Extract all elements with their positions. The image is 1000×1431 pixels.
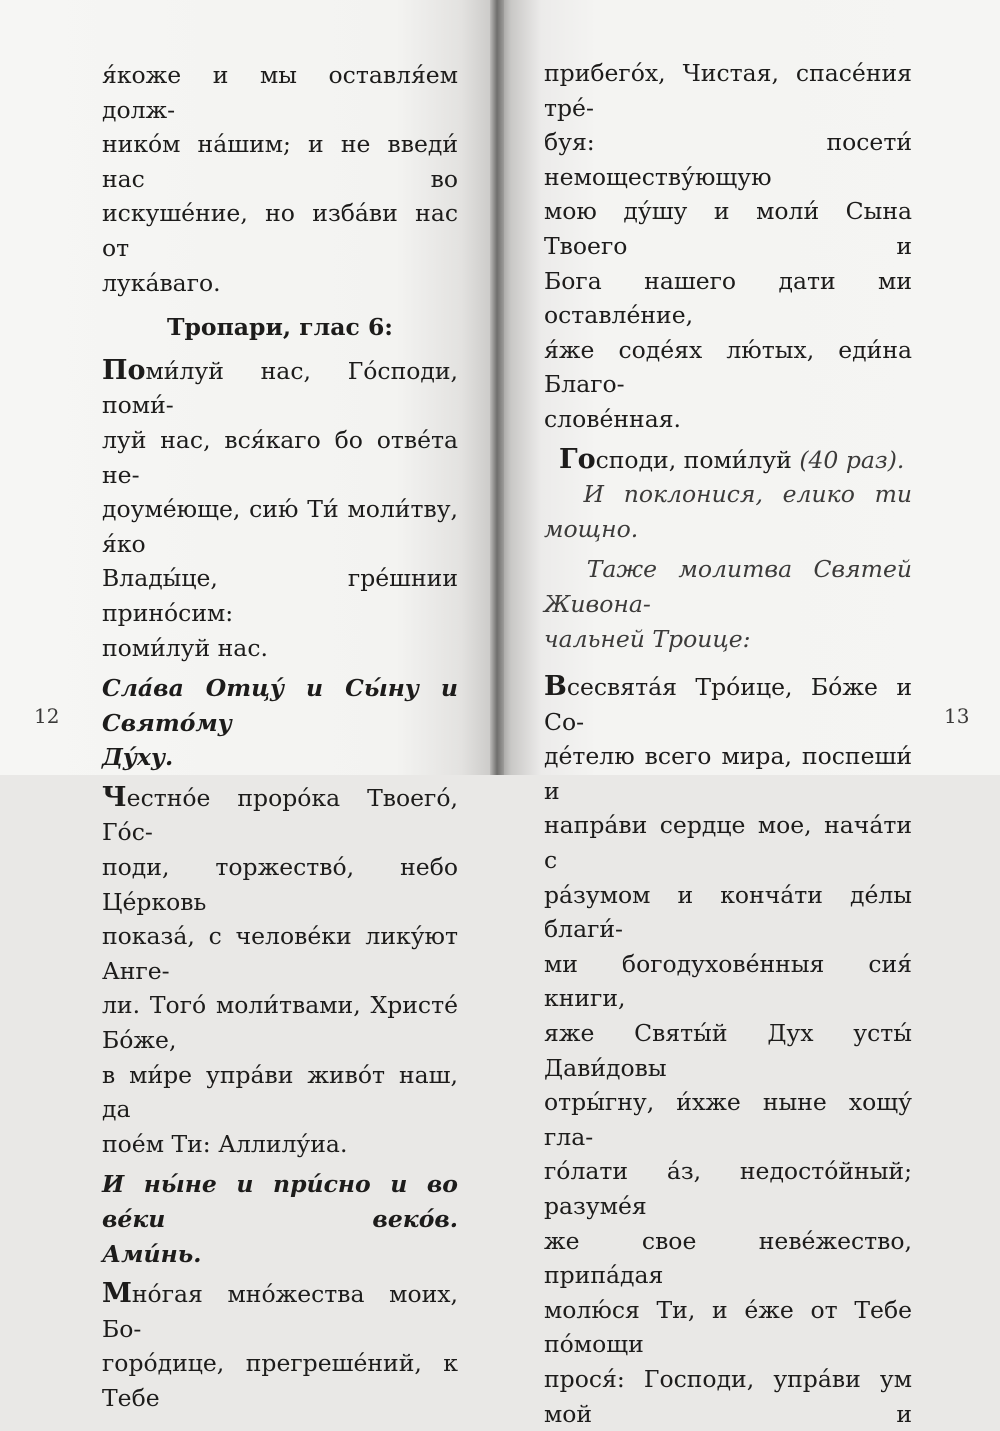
- text-line: искуше́ние, но изба́ви нас от: [102, 199, 458, 262]
- text-line: пое́м Ти: Аллилу́иа.: [102, 1129, 348, 1158]
- rubric-text: И поклонися, елико ти мощно.: [544, 480, 912, 543]
- text-line: показа́, с челове́ки лику́ют Анге-: [102, 922, 458, 985]
- text-line: прося́: Господи, упра́ви ум мой и: [544, 1364, 912, 1428]
- drop-initial: Го: [558, 443, 596, 475]
- text-line: луй нас, вся́каго бо отве́та не-: [102, 425, 458, 489]
- text-line: я́же соде́ях лю́тых, еди́на Благо-: [544, 335, 912, 399]
- text-line-rest: естно́е проро́ка Твоего́, Го́с-: [102, 783, 458, 847]
- book-gutter: [490, 0, 504, 775]
- text-line: же свое неве́жество, припа́дая: [544, 1226, 912, 1290]
- text-line: [544, 670, 912, 739]
- text-line: нико́м на́шим; и не введи́ нас во: [102, 130, 458, 193]
- text-line: го́лати а́з, недосто́йный; разуме́я: [544, 1157, 912, 1220]
- repeat-count: (40 раз).: [799, 445, 905, 474]
- section-heading: Тропари, глас 6:: [167, 313, 393, 342]
- text-line: де́телю всего мира, поспеши́ и: [544, 742, 912, 805]
- text-line-rest: ми́луй нас, Го́споди, поми́-: [102, 356, 458, 420]
- text-line: буя: посети́ немоществу́ющую: [544, 128, 912, 191]
- text-line: прибего́х, Чистая, спасе́ния тре́-: [544, 59, 912, 122]
- text-line: я́коже и мы оставля́ем долж-: [102, 61, 458, 124]
- text-line: в ми́ре упра́ви живо́т наш, да: [102, 1060, 458, 1124]
- right-page-text: [544, 56, 912, 1431]
- drop-initial: В: [544, 671, 567, 703]
- rubric-line: Сла́ва Отцу́ и Сы́ну и Свято́му: [102, 674, 458, 737]
- text-line: [102, 354, 458, 423]
- text-line: поми́луй нас.: [102, 633, 268, 662]
- text-line-rest: сесвята́я Тро́ице, Бо́же и Со-: [544, 673, 912, 736]
- left-page: [0, 0, 496, 1412]
- text-line: отры́гну, и́хже ныне хощу́ гла-: [544, 1088, 912, 1151]
- rubric-line: Ду́ху.: [102, 743, 174, 772]
- drop-initial: По: [102, 354, 146, 386]
- rubric-line: [544, 552, 912, 621]
- rubric-line: И ны́не и при́сно и во ве́ки веко́в.: [102, 1170, 458, 1233]
- drop-initial: М: [102, 1278, 132, 1310]
- text-line: горо́дице, прегреше́ний, к Тебе: [102, 1349, 458, 1412]
- text-line: слове́нная.: [544, 404, 682, 433]
- text-line: доуме́юще, сию́ Ти́ моли́тву, я́ко: [102, 495, 458, 558]
- text-line-rest: но́гая мно́жества моих, Бо-: [102, 1280, 458, 1343]
- text-line: ли. Того́ моли́твами, Христе́ Бо́же,: [102, 991, 458, 1055]
- page-number-right: 13: [944, 704, 970, 728]
- text-line: [544, 443, 912, 478]
- left-page-text: [102, 58, 458, 1416]
- rubric-text: Таже молитва Святей Живона-: [544, 555, 912, 618]
- rubric-line: [544, 477, 912, 546]
- page-number-left: 12: [34, 704, 60, 728]
- drop-initial: Ч: [102, 781, 127, 813]
- text-line: Влады́це, гре́шнии прино́сим:: [102, 564, 458, 627]
- text-line: Бога нашего дати ми оставле́ние,: [544, 266, 912, 330]
- rubric-line: Ами́нь.: [102, 1239, 202, 1268]
- text-line: напра́ви сердце мое, нача́ти с: [544, 811, 912, 875]
- rubric-line: чальней Троице:: [544, 624, 751, 653]
- text-line: лука́ваго.: [102, 268, 221, 297]
- text-line: ра́зумом и конча́ти де́лы благи́-: [544, 880, 912, 944]
- text-line: ми богодухове́нныя сия́ книги,: [544, 949, 912, 1013]
- text-line-rest: споди, поми́луй: [595, 445, 792, 474]
- right-page: [496, 0, 1000, 1428]
- text-line: поди, торжество́, небо Це́рковь: [102, 853, 458, 916]
- text-line: мою ду́шу и моли́ Сына Твоего и: [544, 197, 912, 260]
- text-line: [102, 781, 458, 850]
- text-line: яже Святы́й Дух усты́ Дави́довы: [544, 1019, 912, 1082]
- text-line: молю́ся Ти, и е́же от Тебе по́мощи: [544, 1295, 912, 1359]
- text-line: [102, 1277, 458, 1346]
